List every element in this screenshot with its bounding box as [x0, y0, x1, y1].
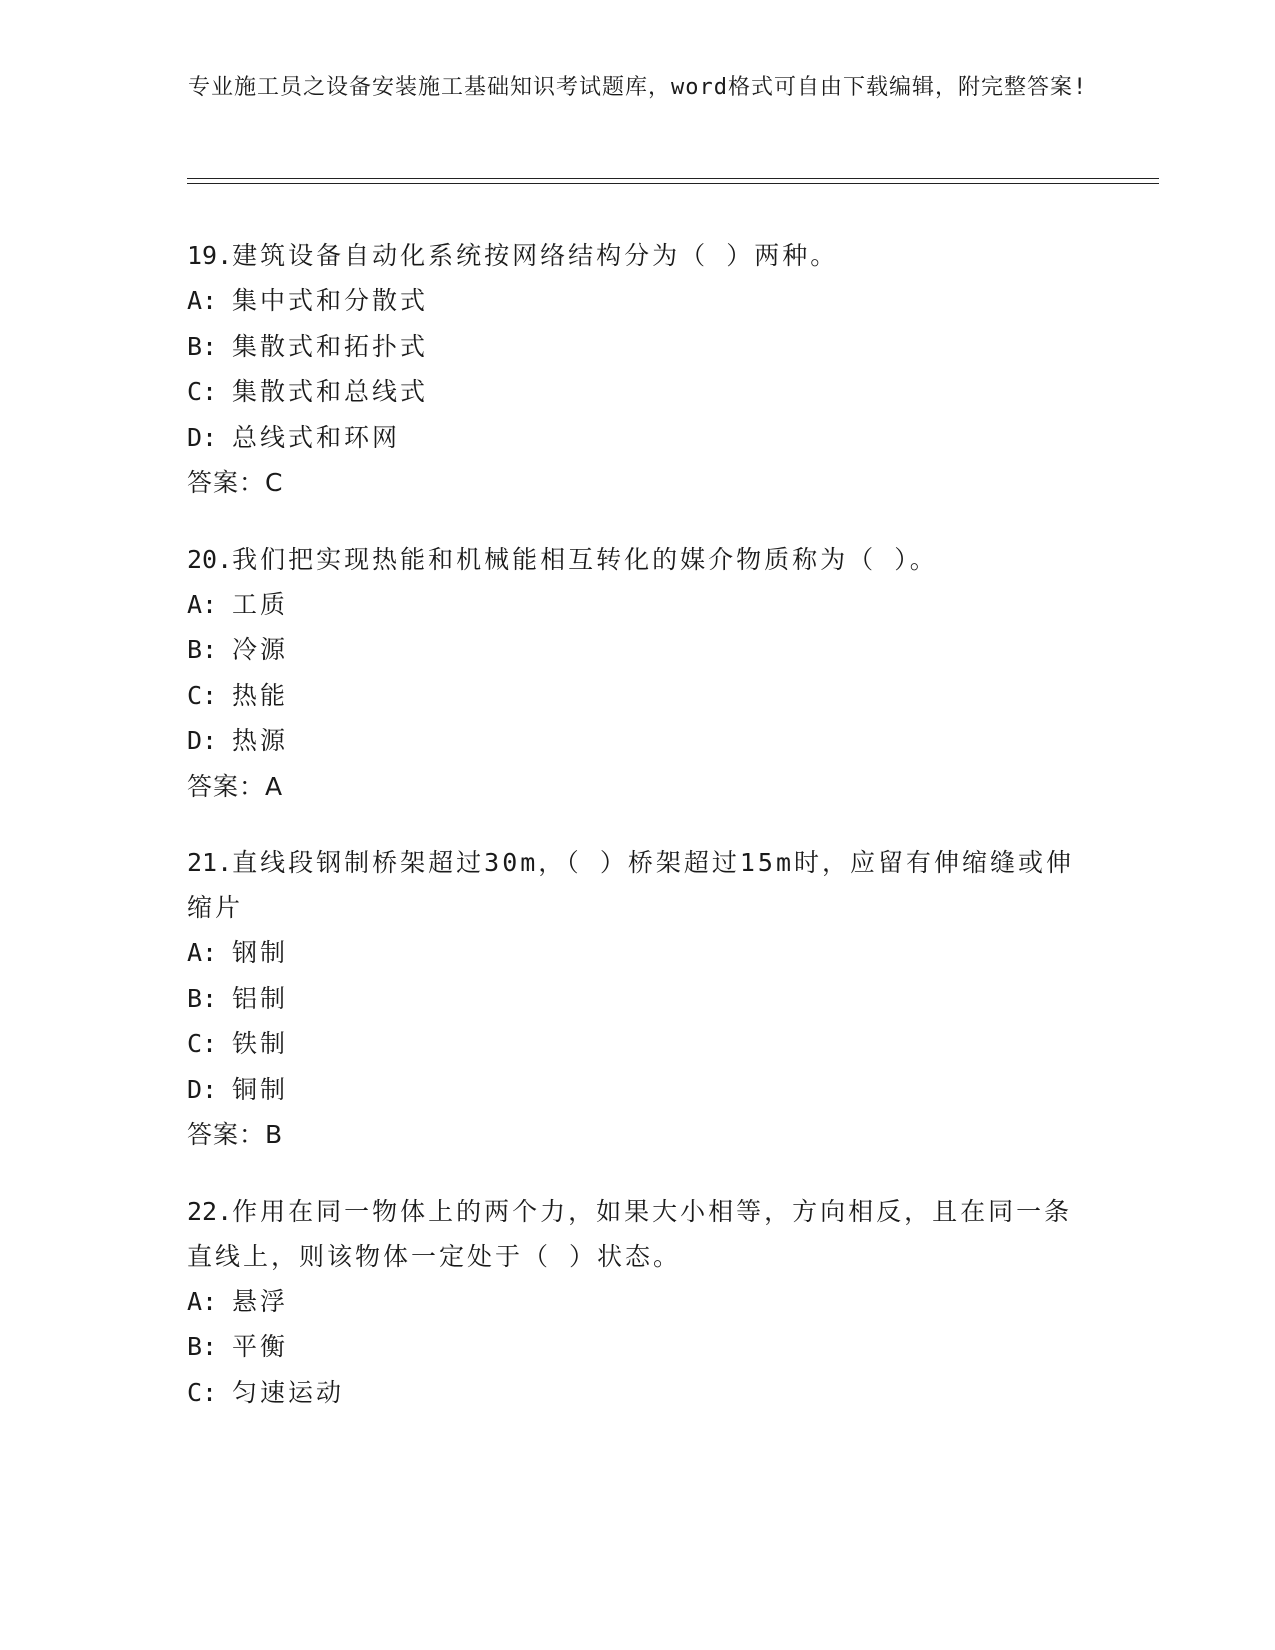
answer-line: 答案：A — [187, 771, 284, 801]
option-key: D: — [187, 1074, 218, 1104]
option-text: 铝制 — [232, 983, 289, 1013]
option-d — [187, 718, 1087, 764]
option-a — [187, 930, 1087, 976]
answer-line: 答案：C — [187, 468, 284, 497]
option-a — [187, 582, 1087, 628]
question-stem — [187, 840, 1087, 930]
option-b — [187, 1324, 1087, 1370]
option-key: D: — [187, 726, 218, 755]
option-b — [187, 976, 1087, 1022]
option-text: 平衡 — [232, 1332, 289, 1361]
header-divider-bottom — [187, 183, 1159, 184]
option-text: 总线式和环网 — [232, 422, 401, 452]
option-key: B: — [187, 1332, 218, 1361]
option-b — [187, 627, 1087, 673]
option-key: A: — [187, 938, 218, 967]
question-text: 作用在同一物体上的两个力，如果大小相等，方向相反，且在同一条直线上，则该物体一定处于（ ）状态。 — [187, 1196, 1073, 1271]
question-text: 直线段钢制桥架超过30m，（ ）桥架超过15m时，应留有伸缩缝或伸缩片 — [187, 848, 1075, 922]
option-text: 铜制 — [232, 1074, 289, 1104]
option-key: A: — [187, 589, 218, 619]
question-21 — [187, 840, 1087, 1158]
header-divider-top — [187, 178, 1159, 179]
option-a — [187, 278, 1087, 324]
option-key: C: — [187, 1377, 218, 1407]
option-text: 集散式和总线式 — [232, 377, 429, 406]
document-header: 专业施工员之设备安装施工基础知识考试题库，word格式可自由下载编辑，附完整答案! — [188, 75, 1088, 100]
question-20 — [187, 537, 1087, 810]
option-text: 热能 — [232, 680, 289, 710]
question-number: 19. — [187, 241, 233, 270]
option-c — [187, 369, 1087, 415]
question-number: 21. — [187, 848, 233, 877]
option-key: C: — [187, 1029, 218, 1058]
option-text: 钢制 — [232, 938, 289, 967]
option-text: 集散式和拓扑式 — [232, 331, 429, 361]
option-d — [187, 415, 1087, 461]
option-a — [187, 1279, 1087, 1325]
question-22 — [187, 1189, 1087, 1416]
question-text: 建筑设备自动化系统按网络结构分为（ ）两种。 — [232, 241, 839, 270]
option-key: B: — [187, 331, 218, 361]
question-text: 我们把实现热能和机械能相互转化的媒介物质称为（ ）。 — [232, 544, 938, 574]
answer-line: 答案：B — [187, 1120, 284, 1149]
option-text: 热源 — [232, 726, 289, 755]
option-key: B: — [187, 635, 218, 664]
option-text: 铁制 — [232, 1029, 289, 1058]
question-stem — [187, 1189, 1087, 1279]
question-stem — [187, 537, 1087, 582]
option-key: C: — [187, 377, 218, 406]
question-list — [187, 233, 1087, 1446]
option-c — [187, 1370, 1087, 1416]
option-c — [187, 1021, 1087, 1067]
question-number: 22. — [187, 1196, 233, 1226]
option-b — [187, 324, 1087, 370]
question-number: 20. — [187, 544, 233, 574]
question-stem — [187, 233, 1087, 278]
option-key: B: — [187, 983, 218, 1013]
option-key: A: — [187, 286, 218, 315]
option-text: 集中式和分散式 — [232, 286, 429, 315]
option-text: 工质 — [232, 589, 289, 619]
option-text: 悬浮 — [232, 1286, 289, 1316]
option-key: C: — [187, 680, 218, 710]
option-text: 匀速运动 — [232, 1377, 345, 1407]
option-d — [187, 1067, 1087, 1113]
option-key: D: — [187, 422, 218, 452]
option-c — [187, 673, 1087, 719]
option-text: 冷源 — [232, 635, 289, 664]
option-key: A: — [187, 1286, 218, 1316]
question-19 — [187, 233, 1087, 506]
